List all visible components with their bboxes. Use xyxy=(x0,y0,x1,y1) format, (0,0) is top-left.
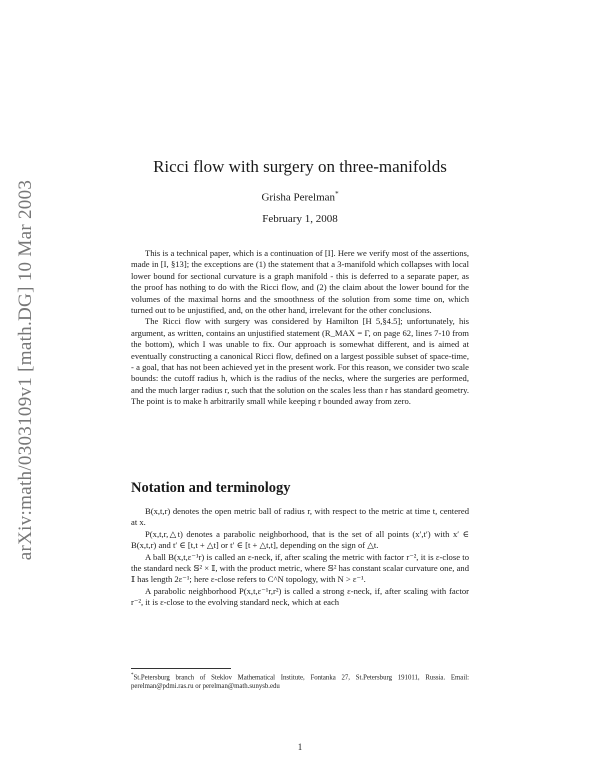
footnote-mark: * xyxy=(131,673,134,678)
paper-date: February 1, 2008 xyxy=(262,213,338,225)
arxiv-stamp xyxy=(14,160,38,580)
abstract-paragraph-2: The Ricci flow with surgery was considered by Hamilton [H 5,§4.5]; unfortunately, his argument, as written, contains an unjustified statement (R_MAX = Γ, on page 62, lines 7-10 from the bottom), which I was unable to fix. Our approach is somewhat different, and is aimed at eventually constructing a canonical Ricci flow, defined on a largest possible subset of space-time, - a goal, that has not been achieved yet in the present work. For this reason, we consider two scale bounds: the cutoff radius h, which is the radius of the necks, where the surgeries are performed, and the much larger radius r, such that the solution on the scales less than r has standard geometry. The point is to make h arbitrarily small while keeping r bounded away from zero. xyxy=(131,316,469,407)
author xyxy=(131,190,469,204)
notation-paragraph-parabolic: P(x,t,r,△t) denotes a parabolic neighborhood, that is the set of all points (x′,t′) with x′ ∈ B(x,t,r) and t′ ∈ [t,t + △t] or t′ ∈ [t + △t,t], depending on the sign of △t. xyxy=(131,528,469,551)
footnote xyxy=(131,671,469,691)
notation-section xyxy=(131,506,469,609)
footnote-divider xyxy=(131,668,231,669)
footnote-text: St.Petersburg branch of Steklov Mathematical Institute, Fontanka 27, St.Petersburg 191011, Russia. Email: perelman@pdmi.ras.ru or perelman@math.sunysb.edu xyxy=(131,674,469,691)
notation-paragraph-ball: B(x,t,r) denotes the open metric ball of radius r, with respect to the metric at time t, centered at x. xyxy=(131,506,469,528)
abstract-paragraph-1: This is a technical paper, which is a continuation of [I]. Here we verify most of the assertions, made in [I, §13]; the exceptions are (1) the statement that a 3-manifold which collapses with local lower bound for sectional curvature is a graph manifold - this is deferred to a separate paper, as the proof has nothing to do with the Ricci flow, and (2) the claim about the lower bound for the volumes of the maximal horns and the smoothness of the solution from some time on, which turned out to be unjustified, and, on the other hand, irrelevant for the other conclusions. xyxy=(131,248,469,316)
notation-paragraph-strong-neck: A parabolic neighborhood P(x,t,ε⁻¹r,r²) is called a strong ε-neck, if, after scaling with factor r⁻², it is ε-close to the evolving standard neck, which at each xyxy=(131,585,469,608)
page-number: 1 xyxy=(297,742,303,752)
notation-paragraph-neck: A ball B(x,t,ε⁻¹r) is called an ε-neck, if, after scaling the metric with factor r⁻², it is ε-close to the standard neck 𝕊² × 𝕀, with the product metric, where 𝕊² has constant scalar curvature one, and 𝕀 has length 2ε⁻¹; here ε-close refers to C^N topology, with N > ε⁻¹. xyxy=(131,551,469,585)
paper-title: Ricci flow with surgery on three-manifolds xyxy=(153,157,447,176)
abstract xyxy=(131,248,469,408)
section-title: Notation and terminology xyxy=(131,480,291,496)
author-footnote-mark: * xyxy=(335,190,339,198)
author-name: Grisha Perelman xyxy=(261,191,336,204)
arxiv-identifier: arXiv:math/0303109v1 [math.DG] 10 Mar 2003 xyxy=(15,179,36,561)
